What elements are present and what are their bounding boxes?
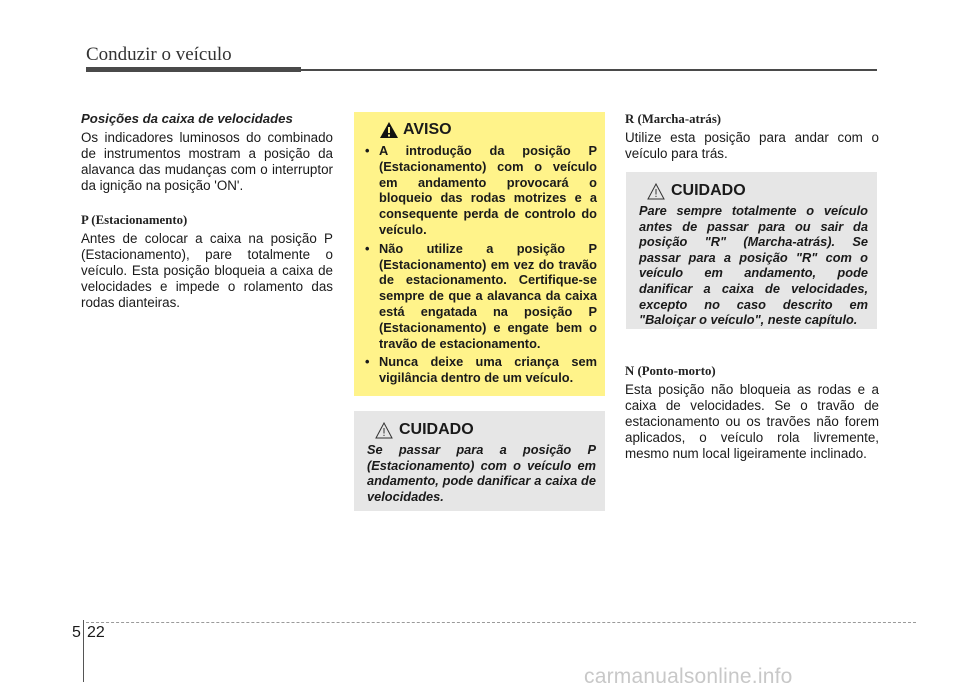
warning-item: • Nunca deixe uma criança sem vigilância dentro de um veículo. — [365, 354, 597, 386]
chapter-title: Conduzir o veículo — [86, 44, 232, 65]
r-paragraph: Utilize esta posição para andar com o veículo para trás. — [625, 130, 879, 161]
caution-box-p — [354, 411, 605, 511]
caution-triangle-icon — [375, 422, 393, 439]
caution-box-r — [626, 172, 877, 329]
header-rule-thick — [86, 67, 301, 72]
caution-header — [375, 421, 596, 439]
intro-paragraph: Os indicadores luminosos do combinado de instrumentos mostram a posição da alavanca das mudanças com o interruptor da ignição na posição 'ON'. — [81, 130, 333, 193]
warning-triangle-icon — [379, 121, 399, 139]
caution-text: Se passar para a posição P (Estacionamento) com o veículo em andamento, pode danificar a caixa de velocidades. — [367, 442, 596, 504]
r-heading: R (Marcha-atrás) — [625, 112, 722, 126]
warning-header — [379, 121, 597, 139]
footer-divider — [83, 620, 84, 682]
caution-header — [647, 182, 868, 200]
warning-item: • Não utilize a posição P (Estacionamento) em vez do travão de estacionamento. Certifique-se sempre de que a alavanca da caixa está engatada na posição P (Estacionamento) e engate bem o travão de estacionamento. — [365, 241, 597, 352]
p-paragraph: Antes de colocar a caixa na posição P (Estacionamento), pare totalmente o veículo. Esta posição bloqueia a caixa de velocidades e impede o rolamento das rodas dianteiras. — [81, 231, 333, 310]
left-column — [81, 111, 333, 311]
p-heading: P (Estacionamento) — [81, 213, 188, 227]
section-heading: Posições da caixa de velocidades — [81, 111, 293, 126]
footer-rule — [86, 622, 916, 623]
header-rule-thin — [301, 69, 877, 71]
warning-item: • A introdução da posição P (Estacionamento) com o veículo em andamento provocará o bloqueio das rodas motrizes e a consequente perda de controlo do veículo. — [365, 143, 597, 238]
section-number: 5 — [72, 624, 81, 641]
n-heading: N (Ponto-morto) — [625, 364, 716, 378]
page-number: 22 — [87, 624, 105, 641]
warning-list — [365, 143, 597, 386]
caution-title: CUIDADO — [671, 182, 746, 199]
watermark: carmanualsonline.info — [584, 665, 793, 688]
n-paragraph: Esta posição não bloqueia as rodas e a caixa de velocidades. Se o travão de estacionamento ou os travões não forem aplicados, o veículo rola livremente, mesmo num local ligeiramente inclinado. — [625, 382, 879, 461]
caution-title: CUIDADO — [399, 421, 474, 438]
caution-text: Pare sempre totalmente o veículo antes de passar para ou sair da posição "R" (Marcha-atrás). Se passar para a posição "R" com o veículo em andamento, pode danificar a caixa de velocidades, excepto no caso descrito em "Baloiçar o veículo", neste capítulo. — [639, 203, 868, 328]
caution-triangle-icon — [647, 183, 665, 200]
warning-title: AVISO — [403, 121, 452, 138]
warning-box — [354, 112, 605, 396]
